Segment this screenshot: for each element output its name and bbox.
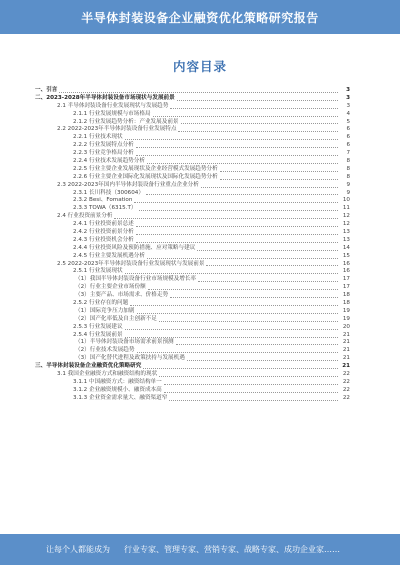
- toc-entry[interactable]: [35, 190, 350, 198]
- toc-entry-page: 8: [346, 173, 350, 180]
- toc-leader-dots: [136, 147, 338, 148]
- toc-entry-page: 21: [342, 347, 350, 354]
- toc-entry[interactable]: [35, 245, 350, 253]
- report-title: 半导体封装设备企业融资优化策略研究报告: [81, 11, 319, 25]
- toc-leader-dots: [136, 242, 338, 243]
- toc-entry[interactable]: [35, 237, 350, 245]
- toc-entry-text: 2.5 2022-2023年半导体封装设备行业发展现状与发展前景: [57, 260, 205, 267]
- toc-entry-text: （1）我国半导体封装设备行业市场规模及增长率: [75, 276, 197, 283]
- toc-entry-text: 2.5.4 行业发展前景: [73, 331, 123, 338]
- toc-entry-text: 2.5.1 行业发展现状: [73, 268, 123, 275]
- toc-entry[interactable]: [35, 379, 350, 387]
- toc-leader-dots: [125, 329, 338, 330]
- toc-entry-text: 2.3.1 长川科技（300604）: [73, 189, 144, 196]
- toc-leader-dots: [159, 376, 338, 377]
- toc-entry[interactable]: [35, 355, 350, 363]
- toc-entry-page: 11: [342, 205, 350, 212]
- toc-entry-page: 9: [346, 181, 350, 188]
- toc-entry-text: 2.4.1 行业投资前景总述: [73, 221, 134, 228]
- toc-entry[interactable]: [35, 221, 350, 229]
- toc-entry-text: 2.4.4 行业投资风险及预防措施、应对策略与建议: [73, 244, 196, 251]
- toc-leader-dots: [177, 100, 338, 101]
- toc-leader-dots: [220, 171, 338, 172]
- toc-entry[interactable]: [35, 166, 350, 174]
- toc-entry[interactable]: [35, 103, 350, 111]
- toc-entry[interactable]: [35, 292, 350, 300]
- footer-slogan-right: 行业专家、管理专家、营销专家、战略专家、成功企业家……: [124, 545, 340, 554]
- toc-entry-text: 2.4.5 行业主要发展机遇分析: [73, 252, 145, 259]
- toc-entry-text: （1）半导体封装设备市场需求前景预测: [75, 339, 174, 346]
- toc-entry-text: 2.3 2022-2023年国内半导体封装设备行业重点企业分析: [57, 181, 199, 188]
- toc-leader-dots: [181, 123, 338, 124]
- toc-leader-dots: [201, 187, 338, 188]
- toc-entry[interactable]: [35, 253, 350, 261]
- toc-entry-text: 2.1.1 行业发展规模与市场格局: [73, 110, 151, 117]
- toc-entry-page: 6: [346, 142, 350, 149]
- toc-entry[interactable]: [35, 308, 350, 316]
- toc-entry-page: 6: [346, 126, 350, 133]
- toc-leader-dots: [187, 360, 338, 361]
- toc-entry[interactable]: [35, 95, 350, 103]
- toc-entry-text: 二、2023-2028年半导体封装设备市场现状与发展前景: [35, 94, 175, 101]
- toc-entry-page: 16: [342, 260, 350, 267]
- toc-entry-text: （3）国产化替代进程及政策扶持与发展机遇: [75, 355, 185, 362]
- toc-entry-page: 21: [342, 363, 350, 370]
- toc-entry[interactable]: [35, 371, 350, 379]
- toc-leader-dots: [159, 321, 338, 322]
- toc-entry-text: 2.4.2 行业投资前景分析: [73, 229, 134, 236]
- toc-entry-page: 3: [346, 94, 350, 101]
- toc-entry-page: 16: [342, 268, 350, 275]
- toc-entry-page: 18: [342, 300, 350, 307]
- toc-entry-text: 2.3.2 Besi、Fomation: [73, 197, 133, 204]
- toc-entry-text: （2）行业主要企业市场份额: [75, 284, 146, 291]
- toc-leader-dots: [169, 400, 338, 401]
- toc-entry-text: 2.1 半导体封装设备行业发展现状与发展趋势: [57, 102, 169, 109]
- toc-entry-page: 6: [346, 134, 350, 141]
- toc-entry-page: 17: [342, 284, 350, 291]
- toc-leader-dots: [164, 384, 338, 385]
- toc-entry-text: 2.2.5 行业主要企业发展现状及企业经营模式发展趋势分析: [73, 165, 218, 172]
- toc-entry-page: 19: [342, 307, 350, 314]
- toc-entry-page: 19: [342, 315, 350, 322]
- toc-entry-text: （1）国际竞争压力加剧: [75, 307, 135, 314]
- toc-entry-text: 2.2.4 行业技术发展趋势分析: [73, 158, 145, 164]
- toc-leader-dots: [136, 155, 338, 156]
- toc-leader-dots: [176, 344, 338, 345]
- toc-entry-page: 22: [342, 386, 350, 393]
- toc-entry-page: 9: [346, 189, 350, 196]
- toc-entry-text: 2.2.6 行业主要企业国际化发展现状及国际化发展趋势分析: [73, 173, 218, 180]
- toc-entry-page: 21: [342, 331, 350, 338]
- toc-entry[interactable]: [35, 111, 350, 119]
- report-header-bar: [0, 0, 400, 34]
- toc-entry[interactable]: [35, 363, 350, 371]
- toc-entry-page: 12: [342, 221, 350, 228]
- toc-entry-text: 2.3.3 TOWA（6315.T）: [73, 205, 137, 212]
- toc-entry[interactable]: [35, 229, 350, 237]
- toc-leader-dots: [125, 273, 338, 274]
- toc-entry[interactable]: [35, 395, 350, 403]
- toc-entry[interactable]: [35, 174, 350, 182]
- toc-leader-dots: [153, 116, 338, 117]
- toc-entry-page: 3: [346, 86, 350, 93]
- toc-entry[interactable]: [35, 284, 350, 292]
- toc-leader-dots: [114, 218, 338, 219]
- toc-leader-dots: [125, 139, 338, 140]
- toc-entry-page: 3: [346, 102, 350, 109]
- toc-entry-text: 3.1 我国企业融资方式和融资结构的现状: [57, 371, 158, 378]
- toc-leader-dots: [206, 265, 338, 266]
- toc-leader-dots: [198, 281, 338, 282]
- toc-entry[interactable]: [35, 213, 350, 221]
- footer-slogan-left: 让每个人都能成为: [46, 545, 110, 554]
- toc-leader-dots: [146, 194, 338, 195]
- toc-leader-dots: [147, 258, 338, 259]
- toc-leader-dots: [170, 297, 338, 298]
- toc-leader-dots: [130, 305, 338, 306]
- toc-entry-text: 3.1.3 企业资金需求量大、融资渠道窄: [73, 394, 168, 401]
- toc-list: [35, 87, 350, 403]
- toc-leader-dots: [178, 131, 338, 132]
- toc-entry-page: 18: [342, 292, 350, 299]
- footer-bar: [0, 534, 400, 565]
- toc-entry[interactable]: [35, 150, 350, 158]
- toc-leader-dots: [125, 337, 338, 338]
- toc-entry-page: 22: [342, 378, 350, 385]
- toc-entry-text: 3.1.2 企业融资规模小、融资成本高: [73, 386, 162, 393]
- toc-leader-dots: [170, 108, 338, 109]
- toc-entry-page: 14: [342, 244, 350, 251]
- toc-entry-page: 21: [342, 339, 350, 346]
- toc-entry-text: 三、半导体封装设备企业融资优化策略研究: [35, 363, 142, 370]
- toc-entry-text: 2.2.1 行业技术现状: [73, 134, 123, 141]
- toc-entry-text: （2）国产化率低及自主创新不足: [75, 315, 157, 322]
- toc-entry-text: 2.4.3 行业投资机会分析: [73, 236, 134, 243]
- toc-entry-page: 4: [346, 110, 350, 117]
- toc-entry-text: 2.5.2 行业存在的问题: [73, 300, 129, 307]
- toc-entry-text: （3）主要产品、市场需求、价格走势: [75, 292, 169, 299]
- toc-title: 内容目录: [172, 59, 227, 74]
- toc-entry-text: （2）行业技术发展趋势: [75, 347, 135, 354]
- toc-leader-dots: [139, 210, 338, 211]
- toc-leader-dots: [147, 163, 338, 164]
- toc-entry[interactable]: [35, 316, 350, 324]
- toc-entry[interactable]: [35, 182, 350, 190]
- toc-entry-page: 12: [342, 213, 350, 220]
- toc-entry-text: 2.4 行业投资前景分析: [57, 213, 113, 220]
- toc-entry-page: 10: [342, 197, 350, 204]
- toc-leader-dots: [134, 202, 338, 203]
- toc-entry-page: 17: [342, 276, 350, 283]
- toc-entry-text: 2.1.2 行业发展趋势分析：产业发展及前景: [73, 118, 179, 125]
- toc-leader-dots: [137, 313, 339, 314]
- toc-leader-dots: [164, 392, 338, 393]
- toc-entry-page: 22: [342, 394, 350, 401]
- toc-entry[interactable]: [35, 300, 350, 308]
- toc-entry-page: 15: [342, 252, 350, 259]
- toc-entry-text: 2.2.3 行业竞争格局分析: [73, 150, 134, 157]
- toc-entry-text: 2.2.2 行业发展特点分析: [73, 142, 134, 149]
- toc-entry[interactable]: [35, 87, 350, 95]
- toc-entry-page: 13: [342, 229, 350, 236]
- toc-leader-dots: [137, 352, 339, 353]
- toc-entry[interactable]: [35, 324, 350, 332]
- toc-entry[interactable]: [35, 158, 350, 166]
- toc-entry-page: 8: [346, 165, 350, 172]
- toc-entry-text: 3.1.1 中国融资方式：融资结构单一: [73, 378, 162, 385]
- toc-entry-page: 7: [346, 150, 350, 157]
- toc-entry-page: 21: [342, 355, 350, 362]
- toc-leader-dots: [59, 92, 338, 93]
- toc-entry-text: 一、引言: [35, 86, 58, 93]
- toc-leader-dots: [136, 234, 338, 235]
- toc-leader-dots: [220, 179, 338, 180]
- toc-entry-page: 13: [342, 236, 350, 243]
- toc-entry-text: 2.2 2022-2023年半导体封装设备行业发展特点: [57, 126, 177, 133]
- toc-entry-page: 20: [342, 323, 350, 330]
- toc-leader-dots: [148, 289, 338, 290]
- toc-leader-dots: [136, 226, 338, 227]
- toc-entry-page: 8: [346, 158, 350, 164]
- toc-entry[interactable]: [35, 387, 350, 395]
- toc-leader-dots: [197, 250, 338, 251]
- toc-entry-page: 22: [342, 371, 350, 378]
- toc-entry-text: 2.5.3 行业发展建议: [73, 323, 123, 330]
- toc-entry-page: 5: [346, 118, 350, 125]
- toc-leader-dots: [143, 368, 338, 369]
- toc-entry[interactable]: [35, 142, 350, 150]
